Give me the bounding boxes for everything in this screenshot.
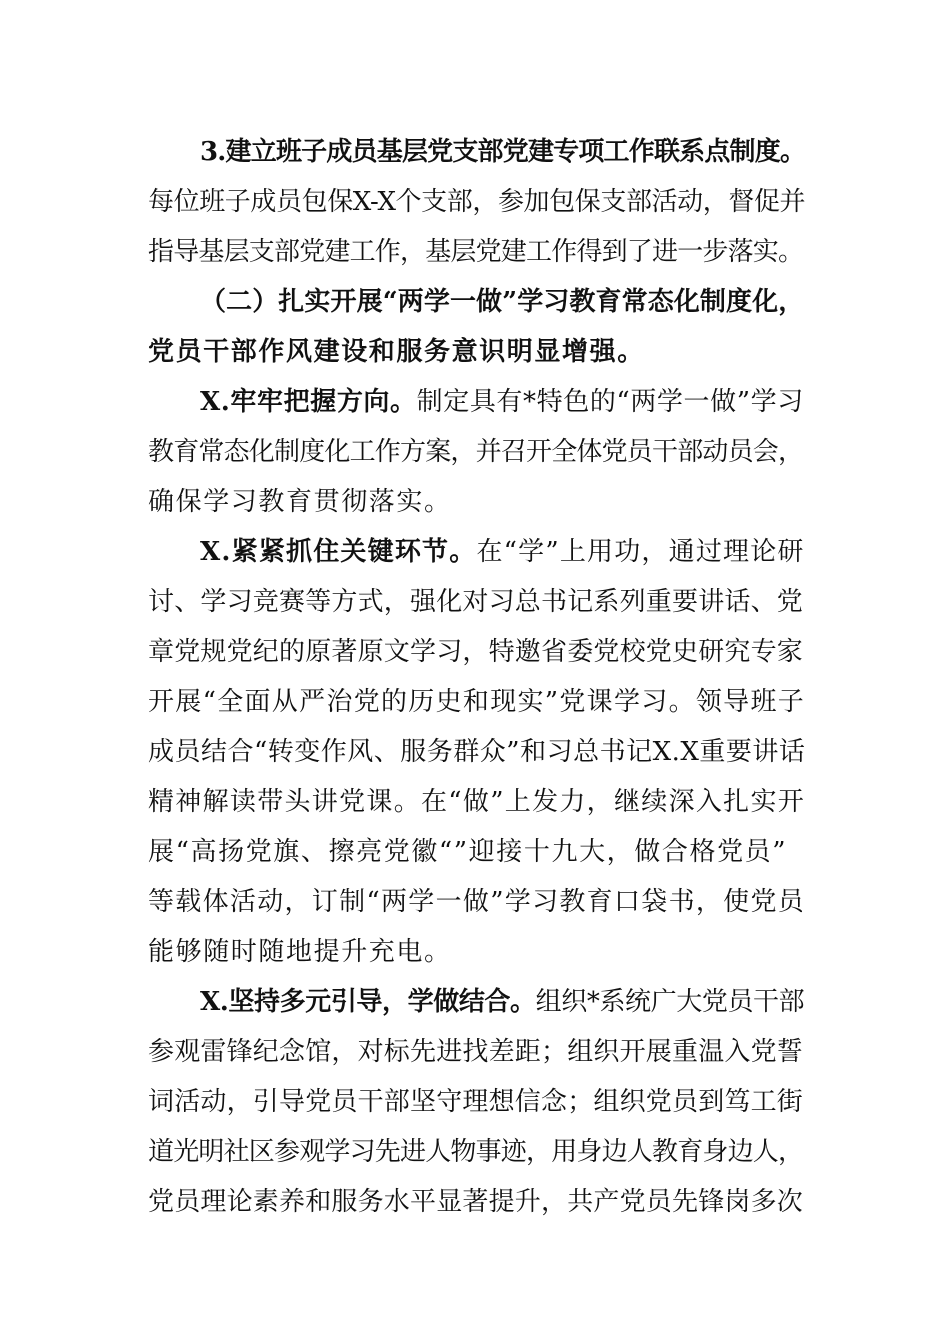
point3-line4: 道光明社区参观学习先进人物事迹，用身边人教育身边人， [148, 1137, 804, 1167]
point2-line1 [200, 535, 805, 569]
point3-rest: 组织*系统广大党员干部 [535, 987, 805, 1017]
point3-line2: 参观雷锋纪念馆，对标先进找差距；组织开展重温入党誓 [148, 1037, 804, 1067]
section2-heading-line2: 党员干部作风建设和服务意识明显增强。 [148, 337, 645, 367]
point3-lead: X.坚持多元引导，学做结合。 [200, 987, 536, 1017]
item3-line3: 指导基层支部党建工作，基层党建工作得到了进一步落实。 [148, 237, 804, 267]
point2-line3: 章党规党纪的原著原文学习，特邀省委党校党史研究专家 [148, 637, 804, 667]
point2-line9: 能够随时随地提升充电。 [148, 937, 452, 967]
point1-rest: 制定具有*特色的“两学一做”学习 [416, 387, 804, 417]
point2-rest: 在“学”上用功，通过理论研 [476, 537, 805, 567]
point1-line2: 教育常态化制度化工作方案，并召开全体党员干部动员会， [148, 437, 804, 467]
point3-line3: 词活动，引导党员干部坚守理想信念；组织党员到笃工街 [148, 1087, 804, 1117]
point2-line8: 等载体活动，订制“两学一做”学习教育口袋书，使党员 [148, 887, 806, 917]
section2-heading-line1: （二）扎实开展“两学一做”学习教育常态化制度化， [200, 287, 805, 317]
point2-line6: 精神解读带头讲党课。在“做”上发力，继续深入扎实开 [148, 787, 806, 817]
point1-line1 [200, 385, 804, 419]
point2-line5: 成员结合“转变作风、服务群众”和习总书记X.X重要讲话 [148, 737, 806, 767]
point2-lead: X.紧紧抓住关键环节。 [200, 537, 477, 567]
point1-lead: X.牢牢把握方向。 [200, 387, 417, 417]
point2-line4: 开展“全面从严治党的历史和现实”党课学习。领导班子 [148, 687, 806, 717]
point3-line5: 党员理论素养和服务水平显著提升，共产党员先锋岗多次 [148, 1187, 804, 1217]
point3-line1 [200, 985, 804, 1019]
item3-heading: 3.建立班子成员基层党支部党建专项工作联系点制度。 [200, 137, 806, 167]
point1-line3: 确保学习教育贯彻落实。 [148, 487, 452, 517]
item3-line2: 每位班子成员包保X-X个支部，参加包保支部活动，督促并 [148, 187, 806, 217]
point2-line7: 展“高扬党旗、擦亮党徽“”迎接十九大，做合格党员” [148, 837, 788, 867]
point2-line2: 讨、学习竞赛等方式，强化对习总书记系列重要讲话、党 [148, 587, 804, 617]
